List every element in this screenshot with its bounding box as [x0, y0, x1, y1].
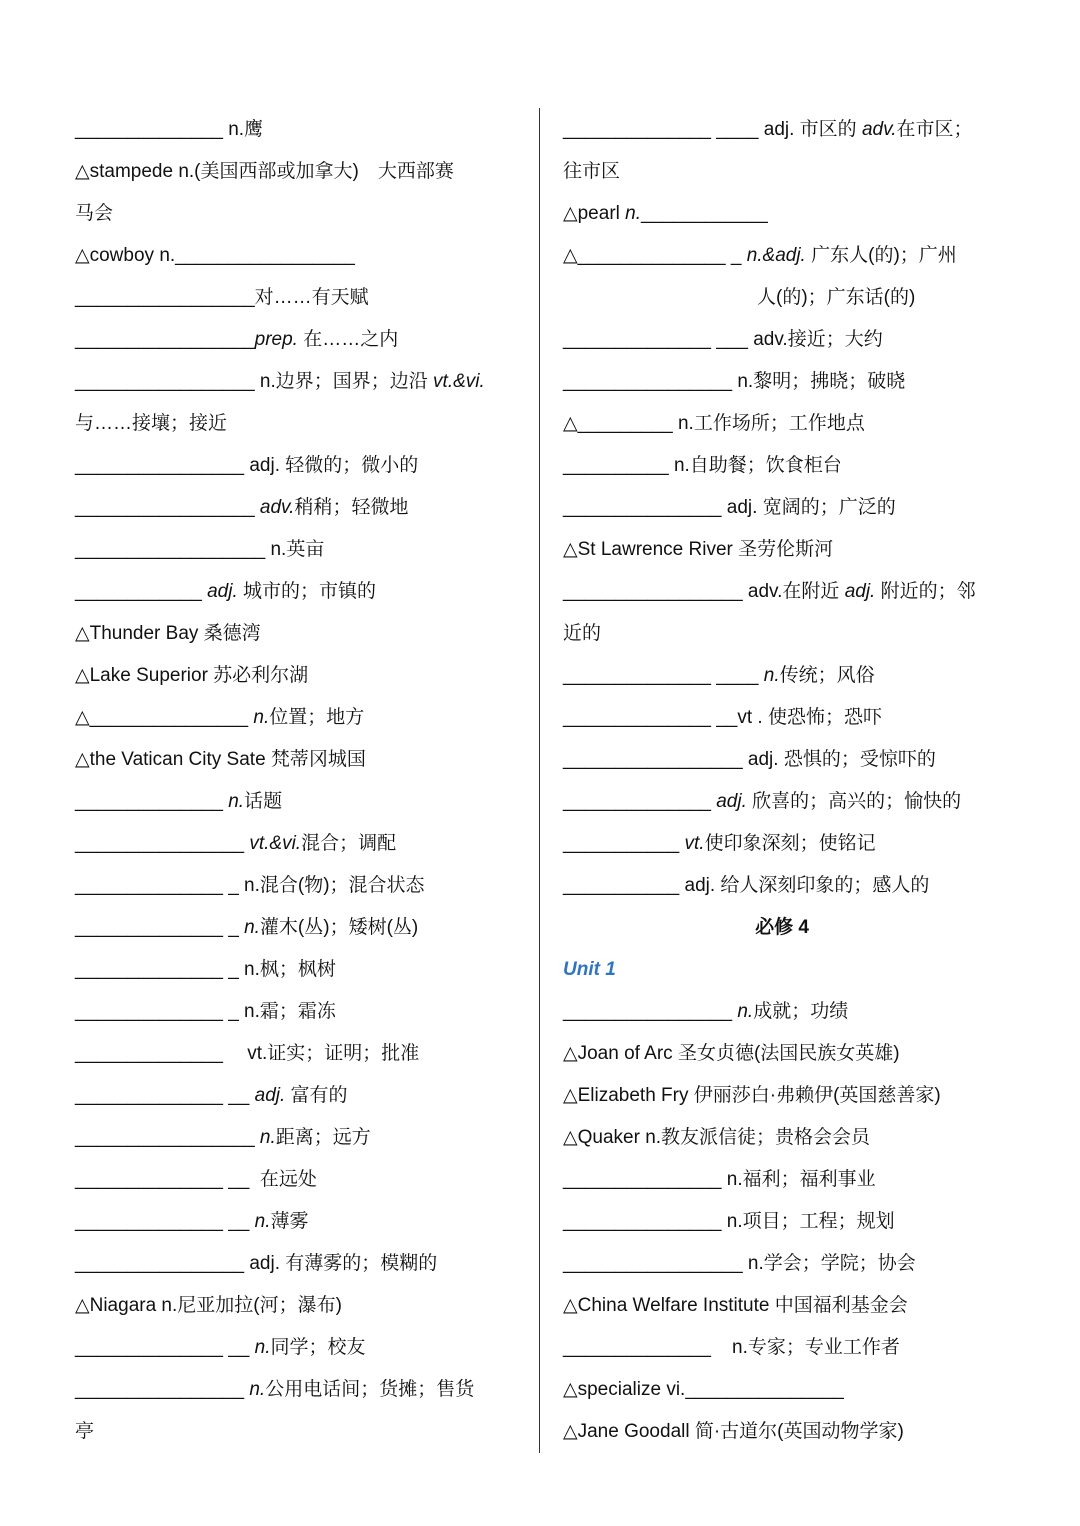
vocab-text: Unit 1	[563, 959, 616, 980]
vocab-line	[563, 235, 1011, 277]
vocab-text: 混合；调配	[301, 833, 397, 854]
part-of-speech: n.	[259, 1127, 276, 1148]
part-of-speech: n.	[254, 1211, 271, 1232]
vocab-text: _________________ n.边界；国界；边沿	[75, 371, 434, 392]
part-of-speech: n.	[737, 1001, 754, 1022]
vocab-text: 附近的；邻	[875, 581, 976, 602]
vocab-line	[75, 487, 523, 529]
vocab-text: ________________	[75, 1379, 250, 1400]
vocab-text: _________________ n.学会；学院；协会	[563, 1253, 916, 1274]
vocab-text: ______________ ____	[563, 665, 764, 686]
vocab-text: __________________ n.英亩	[75, 539, 325, 560]
vocab-line	[563, 823, 1011, 865]
vocab-line	[75, 697, 523, 739]
vocab-text: 灌木(丛)；矮树(丛)	[259, 917, 419, 938]
vocab-line	[563, 781, 1011, 823]
vocab-text: 同学；校友	[270, 1337, 366, 1358]
vocab-text: △Quaker n.教友派信徒；贵格会会员	[563, 1127, 871, 1148]
vocab-line	[75, 1369, 523, 1411]
vocab-line	[563, 1411, 1011, 1453]
vocab-text: ______________	[563, 791, 717, 812]
vocab-line	[563, 1201, 1011, 1243]
vocab-text: 富有的	[285, 1085, 348, 1106]
vocab-text: _________________	[75, 1127, 260, 1148]
vocab-text: ________________ n.黎明；拂晓；破晓	[563, 371, 906, 392]
vocab-line	[563, 193, 1011, 235]
vocab-text: △Thunder Bay 桑德湾	[75, 623, 261, 644]
part-of-speech: n.	[244, 917, 260, 938]
vocab-line	[75, 1327, 523, 1369]
vocab-text: ______________ __	[75, 1337, 255, 1358]
vocab-line	[563, 151, 1011, 193]
vocab-text: 薄雾	[270, 1211, 309, 1232]
part-of-speech: n.	[763, 665, 780, 686]
vocab-text: ______________ __	[75, 1211, 255, 1232]
vocab-line	[563, 991, 1011, 1033]
vocab-text: 人(的)；广东话(的)	[757, 287, 916, 308]
vocab-text: ______________ n.专家；专业工作者	[563, 1337, 900, 1358]
vocab-text: _________________对……有天赋	[75, 287, 369, 308]
vocab-text: ______________ __	[75, 1085, 255, 1106]
vocab-line	[75, 613, 523, 655]
vocab-text: ______________ vt.证实；证明；批准	[75, 1043, 420, 1064]
vocab-line	[563, 1075, 1011, 1117]
vocab-line	[75, 361, 523, 403]
vocab-line	[75, 319, 523, 361]
vocab-line	[75, 277, 523, 319]
vocab-line	[75, 739, 523, 781]
vocab-text: △the Vatican City Sate 梵蒂冈城国	[75, 749, 366, 770]
vocab-text: ____________	[75, 581, 208, 602]
vocab-text: ______________ __ 在远处	[75, 1169, 317, 1190]
vocab-line	[563, 1117, 1011, 1159]
vocab-line	[563, 1159, 1011, 1201]
column-divider	[539, 108, 540, 1453]
vocab-text: △stampede n.(美国西部或加拿大) 大西部赛	[75, 161, 454, 182]
vocab-line	[75, 1033, 523, 1075]
vocab-line	[75, 949, 523, 991]
vocab-text: ______________ n.鹰	[75, 119, 264, 140]
vocab-line	[75, 445, 523, 487]
left-column	[75, 109, 523, 1453]
vocab-line	[75, 1075, 523, 1117]
vocab-line	[75, 991, 523, 1033]
vocab-text: 往市区	[563, 161, 621, 182]
vocab-text: 城市的；市镇的	[237, 581, 377, 602]
vocab-text: ______________ ____ adj. 市区的	[563, 119, 862, 140]
vocab-line	[563, 1033, 1011, 1075]
vocab-text: _______________ n.项目；工程；规划	[563, 1211, 895, 1232]
part-of-speech: n.	[228, 791, 245, 812]
vocab-text: △Jane Goodall 简·古道尔(英国动物学家)	[563, 1421, 904, 1442]
vocab-line	[75, 1411, 523, 1453]
vocab-line	[75, 1201, 523, 1243]
vocab-line	[75, 1159, 523, 1201]
vocab-text: _________________	[75, 497, 260, 518]
vocab-line	[75, 571, 523, 613]
vocab-text: △specialize vi._______________	[563, 1379, 844, 1400]
vocab-text: △China Welfare Institute 中国福利基金会	[563, 1295, 908, 1316]
vocab-line	[563, 1369, 1011, 1411]
vocab-text: 稍稍；轻微地	[294, 497, 409, 518]
vocab-line	[75, 823, 523, 865]
vocab-text: 亭	[75, 1421, 95, 1442]
vocab-line	[563, 319, 1011, 361]
vocab-text: △Joan of Arc 圣女贞德(法国民族女英雄)	[563, 1043, 900, 1064]
vocab-text: △Lake Superior 苏必利尔湖	[75, 665, 309, 686]
part-of-speech: adj.	[844, 581, 876, 602]
vocab-text: 位置；地方	[269, 707, 365, 728]
unit-heading	[563, 949, 1011, 991]
vocab-text: 在市区；	[896, 119, 973, 140]
vocab-text: ___________ adj. 给人深刻印象的；感人的	[563, 875, 930, 896]
vocab-line	[563, 445, 1011, 487]
vocab-line	[563, 277, 1011, 319]
vocab-text: _______________ adj. 宽阔的；广泛的	[563, 497, 896, 518]
vocab-text: 在……之内	[297, 329, 399, 350]
vocab-text: ______________ ___ adv.接近；大约	[563, 329, 883, 350]
part-of-speech: n.&adj.	[746, 245, 806, 266]
vocab-line	[75, 655, 523, 697]
part-of-speech: vt.&vi.	[433, 371, 485, 392]
vocab-text: _________________	[75, 329, 255, 350]
vocab-text: 必修 4	[755, 917, 809, 938]
vocab-text: 话题	[244, 791, 283, 812]
part-of-speech: adj.	[207, 581, 238, 602]
vocab-line	[563, 1243, 1011, 1285]
part-of-speech: vt.	[684, 833, 705, 854]
vocab-text: 近的	[563, 623, 602, 644]
vocab-line	[75, 1243, 523, 1285]
vocab-text: ______________ _ n.霜；霜冻	[75, 1001, 336, 1022]
part-of-speech: n.	[253, 707, 270, 728]
vocab-text: _________________ adv.在附近	[563, 581, 845, 602]
vocab-text: ________________ adj. 有薄雾的；模糊的	[75, 1253, 438, 1274]
vocab-text: ______________ _ n.混合(物)；混合状态	[75, 875, 425, 896]
vocab-text: ______________	[75, 791, 229, 812]
part-of-speech: adj.	[716, 791, 747, 812]
vocab-text: △St Lawrence River 圣劳伦斯河	[563, 539, 834, 560]
vocab-text: △______________ _	[563, 245, 747, 266]
vocab-line	[563, 529, 1011, 571]
vocab-text: 与……接壤；接近	[75, 413, 228, 434]
vocab-text: △cowboy n._________________	[75, 245, 355, 266]
vocab-text: 广东人(的)；广州	[805, 245, 957, 266]
vocab-line	[563, 571, 1011, 613]
part-of-speech: n.	[625, 203, 641, 224]
vocab-line	[75, 1285, 523, 1327]
vocab-text: ____________	[641, 203, 768, 224]
vocab-text: △Niagara n.尼亚加拉(河；瀑布)	[75, 1295, 342, 1316]
vocab-line	[563, 613, 1011, 655]
vocab-text: △Elizabeth Fry 伊丽莎白·弗赖伊(英国慈善家)	[563, 1085, 941, 1106]
vocab-text: 马会	[75, 203, 114, 224]
vocab-line	[563, 487, 1011, 529]
part-of-speech: adj.	[254, 1085, 286, 1106]
vocab-line	[563, 1285, 1011, 1327]
vocab-text: _______________ n.福利；福利事业	[563, 1169, 876, 1190]
vocab-line	[75, 529, 523, 571]
vocab-text: ________________	[75, 833, 250, 854]
vocab-text: 公用电话间；货摊；售货	[265, 1379, 475, 1400]
part-of-speech: n.	[249, 1379, 266, 1400]
vocab-line	[75, 403, 523, 445]
vocab-text: _________________ adj. 恐惧的；受惊吓的	[563, 749, 936, 770]
vocab-text: △pearl	[563, 203, 626, 224]
vocab-text: 成就；功绩	[753, 1001, 849, 1022]
vocab-line	[75, 1117, 523, 1159]
vocab-line	[563, 865, 1011, 907]
vocab-line	[75, 193, 523, 235]
vocab-line	[75, 109, 523, 151]
part-of-speech: adv.	[861, 119, 897, 140]
vocab-line	[563, 403, 1011, 445]
part-of-speech: n.	[254, 1337, 271, 1358]
part-of-speech: prep.	[254, 329, 298, 350]
vocab-text: ______________ __vt . 使恐怖；恐吓	[563, 707, 882, 728]
vocab-text: ________________	[563, 1001, 738, 1022]
vocab-text: 距离；远方	[275, 1127, 371, 1148]
vocab-line	[75, 151, 523, 193]
vocab-line	[75, 235, 523, 277]
vocab-line	[75, 781, 523, 823]
vocab-text: ________________ adj. 轻微的；微小的	[75, 455, 419, 476]
section-heading	[563, 907, 1011, 949]
vocab-line	[563, 361, 1011, 403]
vocab-text: △_________ n.工作场所；工作地点	[563, 413, 865, 434]
part-of-speech: adv.	[259, 497, 295, 518]
vocab-line	[75, 865, 523, 907]
vocab-line	[563, 109, 1011, 151]
vocab-text: 传统；风俗	[779, 665, 875, 686]
vocab-text: __________ n.自助餐；饮食柜台	[563, 455, 842, 476]
vocab-line	[563, 655, 1011, 697]
vocab-text: ______________ _	[75, 917, 245, 938]
vocab-text: 使印象深刻；使铭记	[704, 833, 876, 854]
vocab-line	[563, 1327, 1011, 1369]
vocab-text: 欣喜的；高兴的；愉快的	[746, 791, 962, 812]
vocab-line	[75, 907, 523, 949]
vocab-text: ______________ _ n.枫；枫树	[75, 959, 336, 980]
part-of-speech: vt.&vi.	[249, 833, 302, 854]
vocab-text: ___________	[563, 833, 685, 854]
vocab-line	[563, 739, 1011, 781]
right-column	[563, 109, 1011, 1453]
vocab-text: △_______________	[75, 707, 254, 728]
vocab-line	[563, 697, 1011, 739]
